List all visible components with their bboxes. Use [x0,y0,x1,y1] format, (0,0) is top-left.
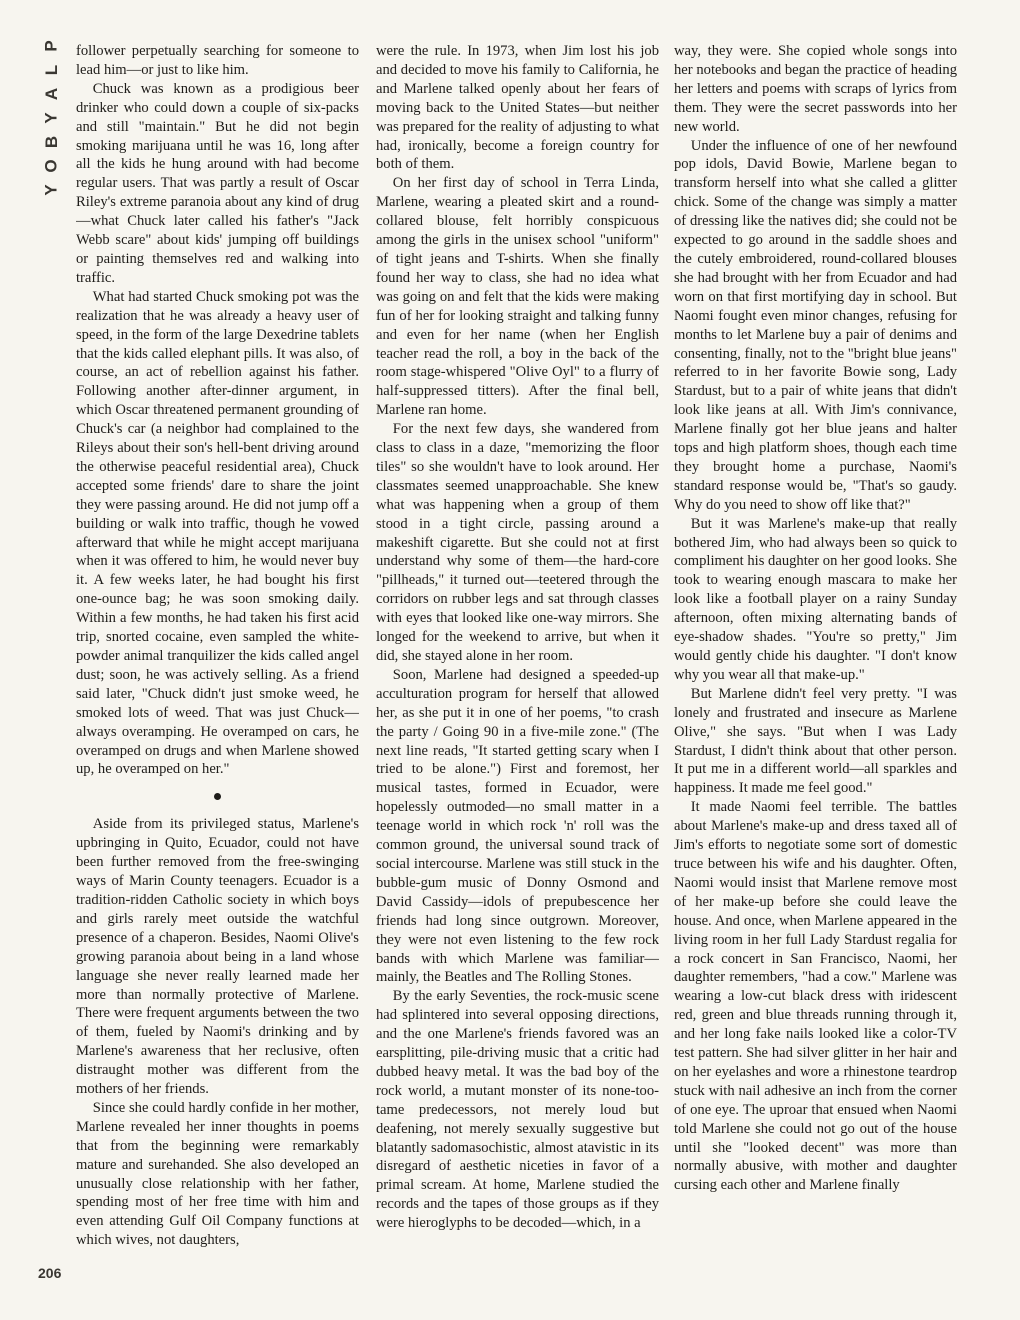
paragraph: What had started Chuck smoking pot was the realization that he was already a heavy user of speed, in the form of the large Dexedrine tablets that the kids called elephant pills. It was also, of course, an act of rebellion against his father. Following another after-dinner argument, in which Oscar threatened permanent grounding of Chuck's car (a neighbor had complained to the Rileys about their son's hell-bent driving around the otherwise peaceful residential area), Chuck accepted some friends' dare to share the joint they were passing around. He did not jump off a building or walk into traffic, though he vowed afterward that while he might accept marijuana when it was offered to him, he would never buy it. A few weeks later, he had bought his first one-ounce bag; he was soon smoking daily. Within a few months, he had taken his first acid trip, snorted cocaine, even sampled the white-powder animal tranquilizer the kids called angel dust; soon, he was actively selling. As a friend said later, "Chuck didn't just smoke weed, he smoked lots of weed. That was just Chuck—always overamping. He overamped on cars, he overamped on drugs and when Marlene showed up, he overamped on her." [76,288,359,778]
paragraph: On her first day of school in Terra Linda, Marlene, wearing a pleated skirt and a round-collared blouse, felt horribly conspicuous among the girls in the unisex school "uniform" of tight jeans and T-shirts. When she finally found her way to class, she had no idea what was going on and felt that the kids were making fun of her for looking straight and talking funny and even for her name (when her English teacher read the roll, a boy in the back of the room stage-whispered "Olive Oyl" to a flurry of half-suppressed titters). After the final bell, Marlene ran home. [376,175,659,419]
text-column-1 [76,42,359,1294]
masthead-letter: A [42,87,61,101]
masthead-playboy [40,36,64,200]
paragraph: Since she could hardly confide in her mother, Marlene revealed her inner thoughts in poems that from the beginning were remarkably mature and surehanded. She also developed an unusually close relationship with her father, spending most of her free time with him and even attending Gulf Oil Company functions at which wives, not daughters, [76,1099,359,1249]
masthead-letter: Y [42,184,61,196]
paragraph: It made Naomi feel terrible. The battles about Marlene's make-up and dress taxed all of Jim's efforts to negotiate some sort of domestic truce between his wife and his daughter. Often, Naomi would insist that Marlene remove most of her make-up before she could leave the house. And once, when Marlene appeared in the living room in her full Lady Stardust regalia for a rock concert in San Francisco, Naomi, her daughter remembers, "had a cow." Marlene was wearing a low-cut black dress with iridescent red, green and blue threads running through it, and her long fake nails looked like a color-TV test pattern. She had silver glitter in her hair and on her eyelashes and wore a rhinestone teardrop stuck with nail adhesive an inch from the corner of one eye. The uproar that ensued when Naomi told Marlene she could not go out of the house until she "looked decent" was more than normally abusive, with mother and daughter cursing each other and Marlene finally [674,799,957,1194]
paragraph: Soon, Marlene had designed a speeded-up acculturation program for herself that allowed her, as she put it in one of her poems, "to crash the party / Going 90 in a five-mile zone." (The next line reads, "It started getting scary when I tried to be alone.") First and foremost, her musical tastes, formed in Ecuador, were hopelessly outmoded—no small matter in a teenage world in which rock 'n' roll was the common ground, the universal sound track of social intercourse. Marlene was still stuck in the bubble-gum music of Donny Osmond and David Cassidy—idols of prepubescence her friends had long since outgrown. Moreover, they were not even listening to the few rock bands with which Marlene was familiar—mainly, the Beatles and The Rolling Stones. [376,666,659,986]
page-number: 206 [38,1265,62,1281]
paragraph: way, they were. She copied whole songs into her notebooks and began the practice of heading her letters and poems with scraps of lyrics from them. They were the secret passwords into her new world. [674,43,957,135]
paragraph: But Marlene didn't feel very pretty. "I was lonely and frustrated and insecure as Marlene Olive," she says. "But when I was Lady Stardust, I didn't think about that other person. It put me in a different world—all sparkles and happiness. It made me feel good." [674,685,957,797]
paragraph: But it was Marlene's make-up that really bothered Jim, who had always been so quick to compliment his daughter on her good looks. She took to wearing enough mascara to make her look like a football player on a rainy Sunday afternoon, often mixing alternating bands of eye-shadow shades. "You're so pretty," Jim would gently chide his daughter. "I don't know why you wear all that make-up." [674,515,957,683]
paragraph: were the rule. In 1973, when Jim lost his job and decided to move his family to California, he and Marlene talked openly about her fears of moving back to the United States—but neither was prepared for the reality of adjusting to what had, ironically, become a foreign country for both of them. [376,43,659,173]
masthead-letter: Y [42,112,61,124]
paragraph: Chuck was known as a prodigious beer drinker who could down a couple of six-packs and still "maintain." But he did not begin smoking marijuana until he was 16, long after all the kids he hung around with had become regular users. That was partly a result of Oscar Riley's extreme paranoia about any kind of drug—what Chuck later called his father's "Jack Webb scare" about kids' jumping off buildings or painting themselves red and walking into traffic. [76,80,359,286]
masthead-letter: O [41,159,61,173]
paragraph: Under the influence of one of her newfound pop idols, David Bowie, Marlene began to transform herself into what she called a glitter chick. Some of the change was simply a matter of dressing like the natives did; she could not be expected to go around in the saddle shoes and the cutely embroidered, round-collared blouses she had brought with her from Ecuador and had worn on that first mortifying day in school. But Naomi fought even minor changes, refusing for months to let Marlene buy a pair of denims and consenting, finally, not to the "bright blue jeans" referred to in her favorite Bowie song, Lady Stardust, but to a pair of white jeans that didn't look like jeans at all. With Jim's connivance, Marlene finally got her blue jeans and halter tops and high platform shoes, though each time they brought home a purchase, Naomi's standard response would be, "That's so gaudy. Why do you need to show off like that?" [674,137,957,513]
section-separator [76,791,359,801]
paragraph: Aside from its privileged status, Marlene's upbringing in Quito, Ecuador, could not have been further removed from the free-swinging ways of Marin County teenagers. Ecuador is a tradition-ridden Catholic society in which boys and girls rarely meet outside the watchful presence of a chaperon. Besides, Naomi Olive's growing paranoia about being in a land whose language she never really learned made her more than normally protective of Marlene. There were frequent arguments between the two of them, fueled by Naomi's drinking and by Marlene's awareness that her reclusive, often distraught mother was different from the mothers of her friends. [76,816,359,1098]
paragraph: For the next few days, she wandered from class to class in a daze, "memorizing the floor tiles" so she wouldn't have to look around. Her classmates seemed unapproachable. She knew what was happening when a group of them stood in a tight circle, passing around a makeshift cigarette. But she could not at first understand why some of them—the hard-core "pillheads," it turned out—teetered through the corridors on rubber legs and sat through classes with eyes that looked like one-way mirrors. She longed for the weekend to arrive, but when it did, she stayed alone in her room. [376,421,659,664]
masthead-letter: B [42,135,61,149]
paragraph: By the early Seventies, the rock-music scene had splintered into several opposing directions, and the one Marlene's friends favored was an earsplitting, pile-driving music that a critic had dubbed heavy metal. It was the bad boy of the rock world, a mutant monster of its none-too-tame predecessors, not merely loud but deafening, not merely sexually suggestive but blatantly sadomasochistic, almost atavistic in its disregard of aesthetic niceties in favor of a primal scream. At home, Marlene studied the records and the tapes of those groups as if they were hieroglyphs to be decoded—which, in a [376,988,659,1232]
masthead-letter: L [41,64,61,76]
text-column-2 [376,42,659,1294]
text-column-3 [674,42,957,1294]
paragraph: follower perpetually searching for someone to lead him—or just to like him. [76,43,359,78]
bullet-dot-icon [214,793,221,800]
masthead-letter: P [42,40,61,52]
